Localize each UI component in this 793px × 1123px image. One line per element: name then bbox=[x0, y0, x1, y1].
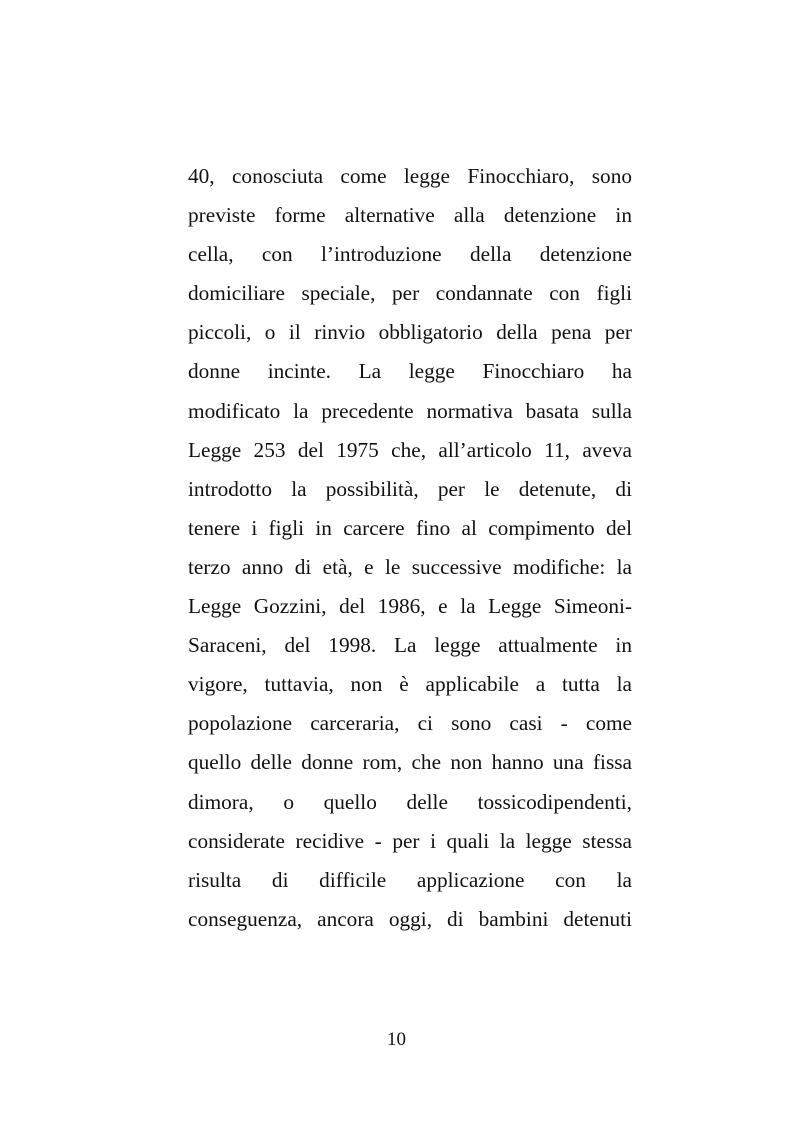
body-text bbox=[188, 157, 632, 939]
text-line: Legge 253 del 1975 che, all’articolo 11, aveva bbox=[188, 437, 632, 462]
text-line: Legge Gozzini, del 1986, e la Legge Simeoni- bbox=[188, 594, 632, 619]
text-line: dimora, o quello delle tossicodipendenti, bbox=[188, 789, 632, 814]
text-line: donne incinte. La legge Finocchiaro ha bbox=[188, 359, 632, 384]
page-number: 10 bbox=[387, 1029, 406, 1050]
text-line: risulta di difficile applicazione con la bbox=[188, 867, 632, 892]
text-line: previste forme alternative alla detenzione in bbox=[188, 203, 632, 228]
text-line: tenere i figli in carcere fino al compimento del bbox=[188, 515, 632, 540]
text-line: considerate recidive - per i quali la legge stessa bbox=[188, 828, 632, 853]
text-line: piccoli, o il rinvio obbligatorio della pena per bbox=[188, 320, 632, 345]
text-line: introdotto la possibilità, per le detenute, di bbox=[188, 476, 632, 501]
text-line: domiciliare speciale, per condannate con figli bbox=[188, 281, 632, 306]
text-line: vigore, tuttavia, non è applicabile a tutta la bbox=[188, 672, 632, 697]
text-line: popolazione carceraria, ci sono casi - come bbox=[188, 711, 632, 736]
text-line: conseguenza, ancora oggi, di bambini detenuti bbox=[188, 906, 632, 931]
text-line: quello delle donne rom, che non hanno una fissa bbox=[188, 750, 632, 775]
text-line: 40, conosciuta come legge Finocchiaro, sono bbox=[188, 164, 632, 188]
text-line: modificato la precedente normativa basata sulla bbox=[188, 398, 632, 423]
text-line: terzo anno di età, e le successive modifiche: la bbox=[188, 554, 632, 579]
text-line: cella, con l’introduzione della detenzione bbox=[188, 242, 632, 267]
text-line: Saraceni, del 1998. La legge attualmente in bbox=[188, 633, 632, 658]
